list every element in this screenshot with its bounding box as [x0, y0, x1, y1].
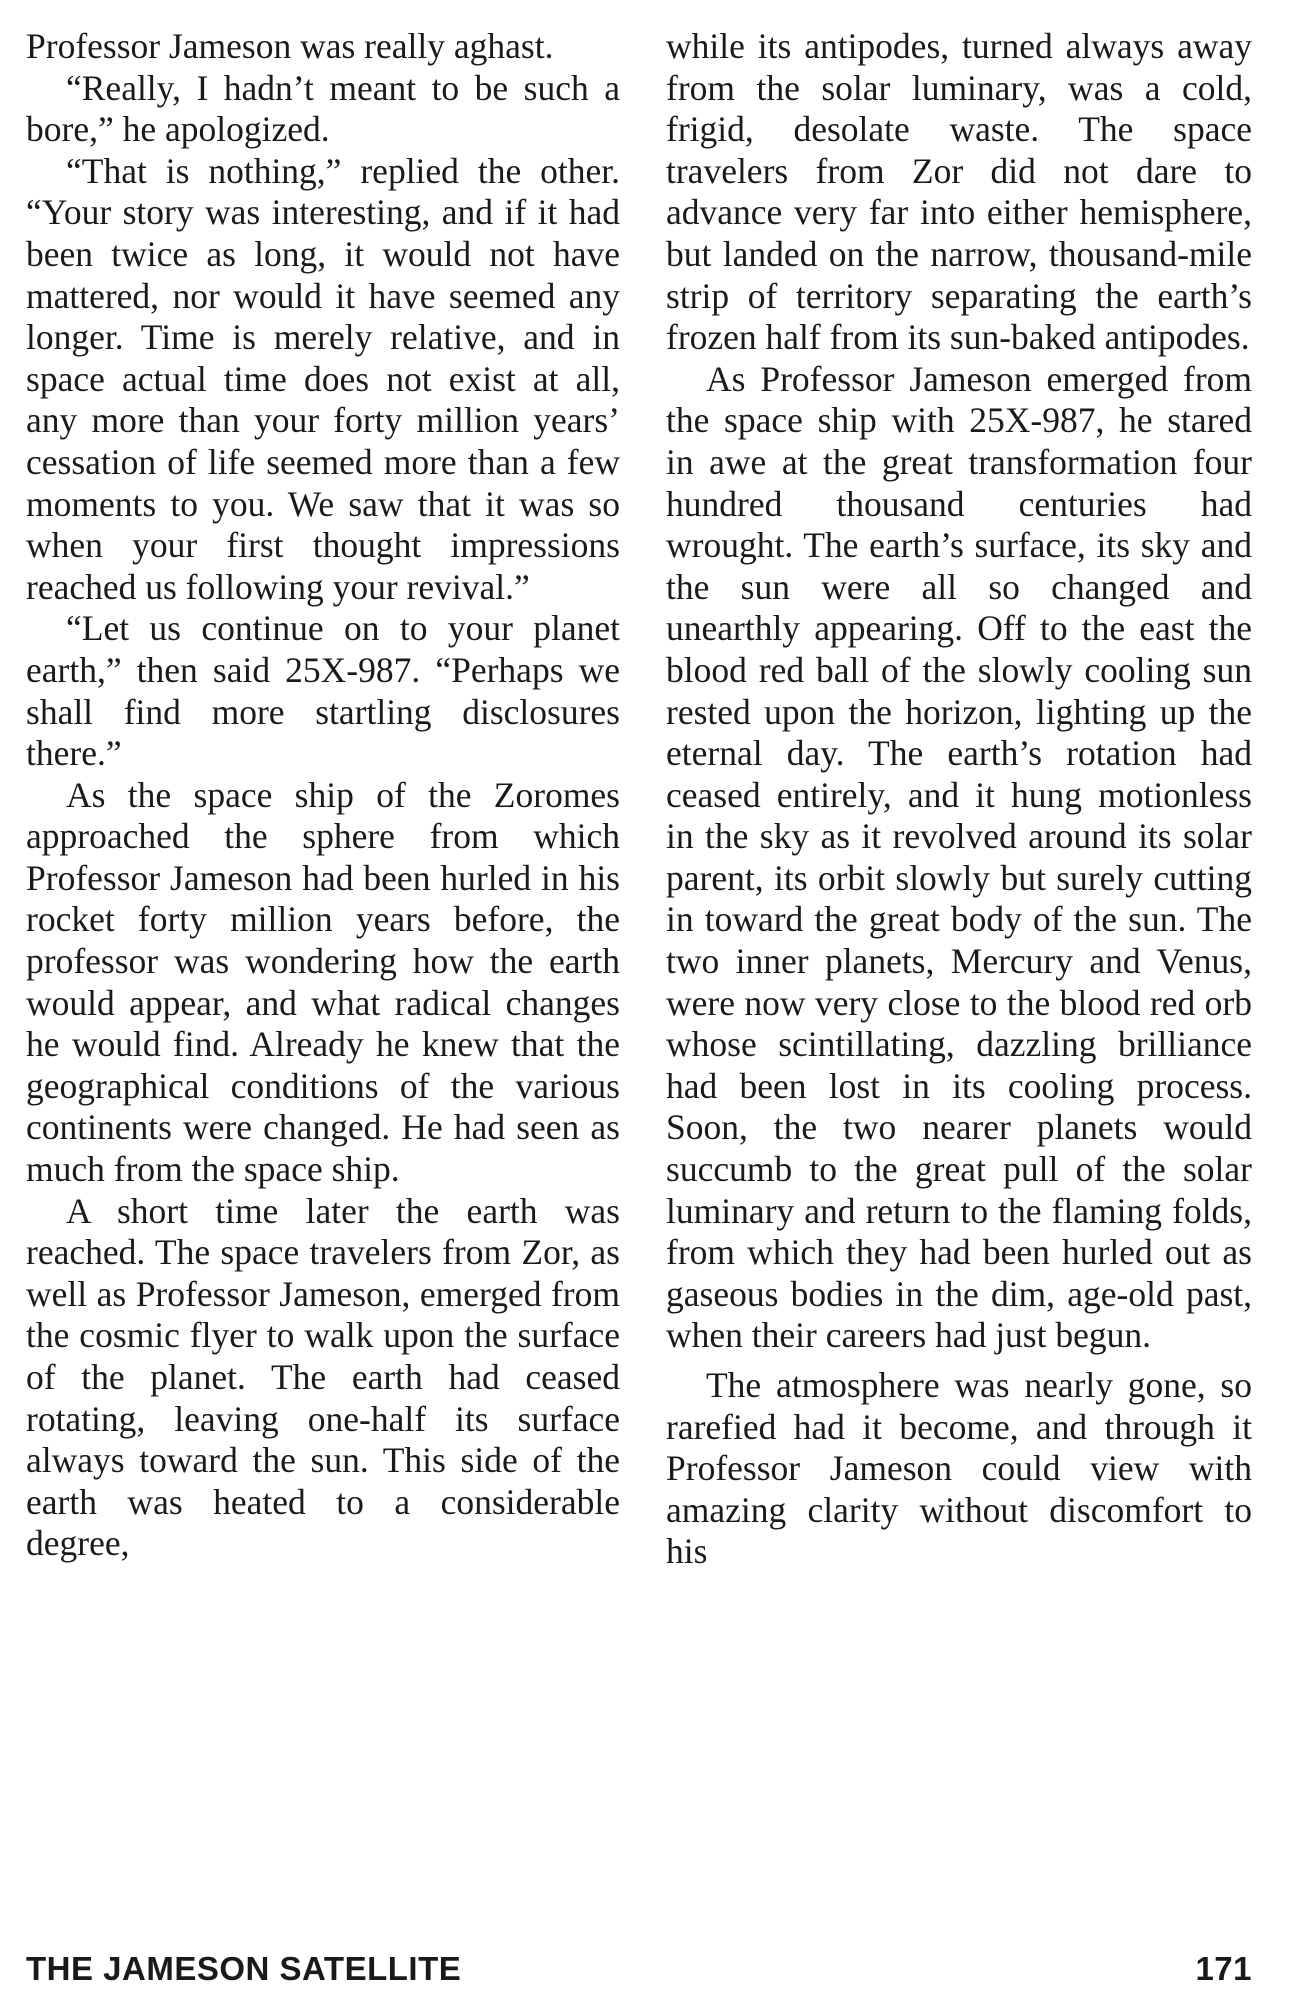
left-text-column	[26, 26, 620, 1565]
right-text-column	[666, 26, 1252, 1573]
paragraph: A short time later the earth was reached. The space travelers from Zor, as well as Professor Jameson, emerged from the cosmic flyer to walk upon the surface of the planet. The earth had ceased rotating, leaving one-half its surface always toward the sun. This side of the earth was heated to a considerable degree,	[26, 1190, 620, 1564]
page-number: 171	[1195, 1950, 1252, 1987]
page-footer	[26, 1950, 1252, 1994]
paragraph: “Let us continue on to your planet earth,” then said 25X-987. “Perhaps we shall find more startling disclosures there.”	[26, 608, 620, 774]
paragraph: “That is nothing,” replied the other. “Your story was interesting, and if it had been twice as long, it would not have mattered, nor would it have seemed any longer. Time is merely relative, and in space actual time does not exist at all, any more than your forty million years’ cessation of life seemed more than a few moments to you. We saw that it was so when your first thought impressions reached us following your revival.”	[26, 150, 620, 607]
paragraph: As the space ship of the Zoromes approached the sphere from which Professor Jameson had been hurled in his rocket forty million years before, the professor was wondering how the earth would appear, and what radical changes he would find. Already he knew that the geographical conditions of the various continents were changed. He had seen as much from the space ship.	[26, 774, 620, 1190]
paragraph: Professor Jameson was really aghast.	[26, 26, 554, 66]
paragraph: “Really, I hadn’t meant to be such a bore,” he apologized.	[26, 67, 620, 150]
paragraph: As Professor Jameson emerged from the space ship with 25X-987, he stared in awe at the great transformation four hundred thousand centuries had wrought. The earth’s surface, its sky and the sun were all so changed and unearthly appearing. Off to the east the blood red ball of the slowly cooling sun rested upon the horizon, lighting up the eternal day. The earth’s rotation had ceased entirely, and it hung motionless in the sky as it revolved around its solar parent, its orbit slowly but surely cutting in toward the great body of the sun. The two inner planets, Mercury and Venus, were now very close to the blood red orb whose scintillating, dazzling brilliance had been lost in its cooling process. Soon, the two nearer planets would succumb to the great pull of the solar luminary and return to the flaming folds, from which they had been hurled out as gaseous bodies in the dim, age-old past, when their careers had just begun.	[666, 358, 1252, 1356]
running-title: THE JAMESON SATELLITE	[26, 1950, 462, 1987]
paragraph: while its antipodes, turned always away from the solar luminary, was a cold, frigid, desolate waste. The space travelers from Zor did not dare to advance very far into either hemisphere, but landed on the narrow, thousand-mile strip of territory separating the earth’s frozen half from its sun-baked antipodes.	[666, 26, 1252, 358]
paragraph: The atmosphere was nearly gone, so rarefied had it become, and through it Professor Jameson could view with amazing clarity without discomfort to his	[666, 1365, 1252, 1572]
